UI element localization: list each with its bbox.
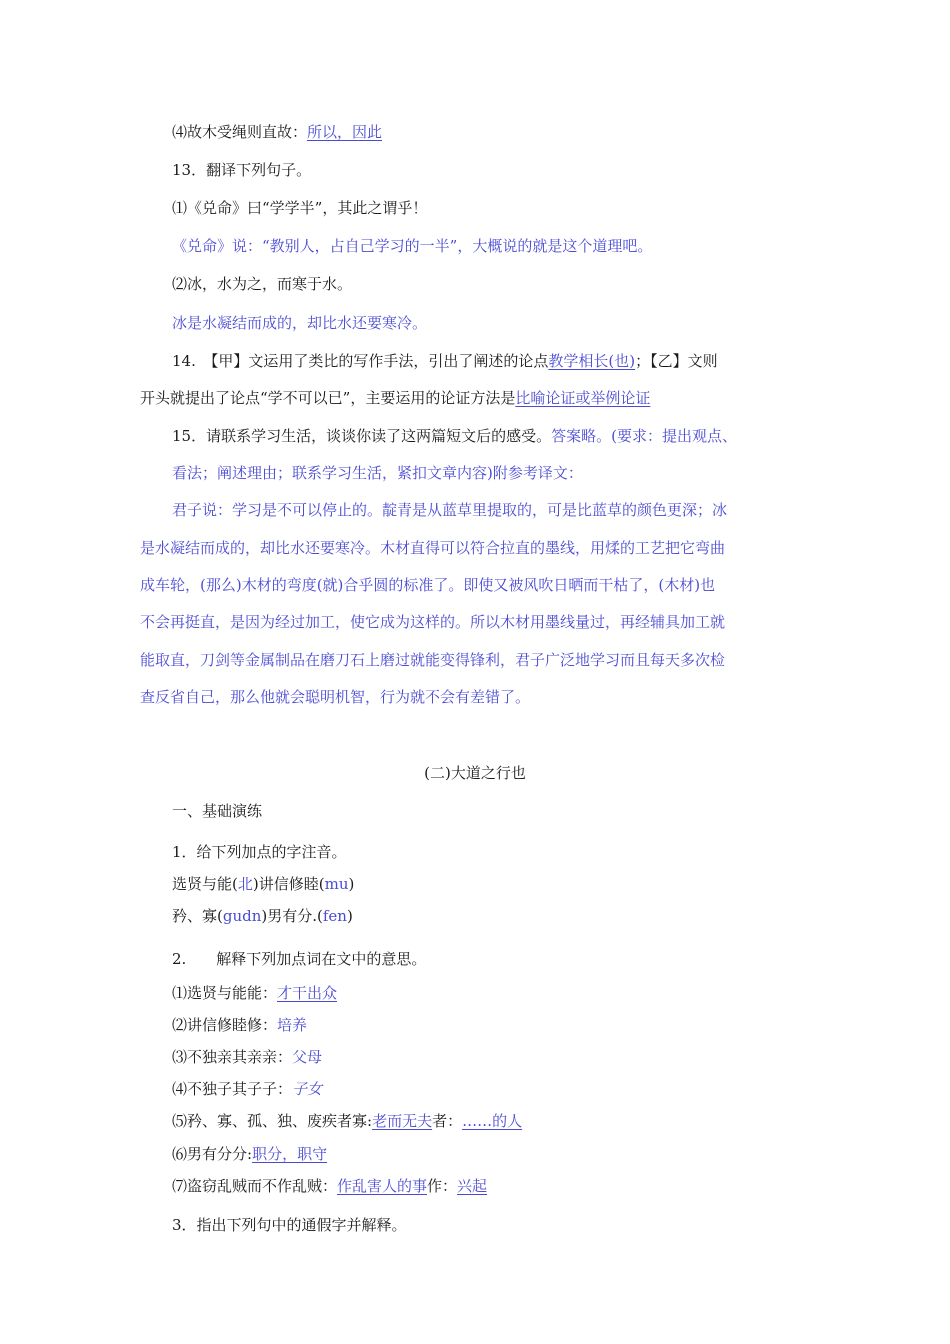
translation-line: 成车轮，(那么)木材的弯度(就)合乎圆的标准了。即使又被风吹日晒而干枯了，(木材)也 — [140, 576, 716, 594]
q1-answer: gudn — [222, 907, 262, 925]
q2-item-3 — [172, 1047, 322, 1067]
q2-label: ⑷不独子其子子： — [172, 1080, 293, 1098]
q12-4-label: ⑷故木受绳则直故： — [172, 123, 308, 141]
q15-text-a: 15．请联系学习生活，谈谈你读了这两篇短文后的感受。 — [172, 427, 552, 445]
q14-answer-1: 教学相长(也) — [548, 352, 636, 370]
translation-line: 是水凝结而成的，却比水还要寒冷。木材直得可以符合拉直的墨线，用煣的工艺把它弯曲 — [140, 539, 726, 557]
q3-title: 3．指出下列句中的通假字并解释。 — [172, 1216, 407, 1234]
q2-item-1 — [172, 983, 337, 1003]
translation-line: 查反省自己，那么他就会聪明机智，行为就不会有差错了。 — [140, 688, 531, 706]
q13-2-answer: 冰是水凝结而成的，却比水还要寒冷。 — [172, 314, 428, 332]
q2-label: ⑵讲信修睦修： — [172, 1016, 278, 1034]
q14-text-a: 14. 【甲】文运用了类比的写作手法，引出了阐述的论点 — [172, 352, 549, 370]
q12-4-answer: 所以，因此 — [307, 123, 383, 141]
q2-label: ⑸矜、寡、孤、独、废疾者寡: — [172, 1112, 373, 1130]
q14-text-c: 开头就提出了论点“学不可以已”，主要运用的论证方法是 — [140, 389, 516, 407]
section-title: (二)大道之行也 — [424, 764, 526, 782]
q2-answer: 培养 — [277, 1016, 308, 1034]
q2-item-4 — [172, 1079, 322, 1099]
q13-2-question: ⑵冰，水为之，而寒于水。 — [172, 275, 353, 293]
q2-answer: 父母 — [292, 1048, 323, 1066]
q2-label: ⑺盗窃乱贼而不作乱贼： — [172, 1177, 338, 1195]
q2-label: ⑴选贤与能能： — [172, 984, 278, 1002]
q1-line-1 — [172, 874, 354, 894]
translation-line: 不会再挺直，是因为经过加工，使它成为这样的。所以木材用墨线量过，再经辅具加工就 — [140, 613, 726, 631]
q15-line-1 — [172, 426, 737, 446]
q14-text-b: ；【乙】文则 — [635, 352, 718, 370]
q1-title: 1．给下列加点的字注音。 — [172, 843, 347, 861]
q1-line-2 — [172, 906, 353, 926]
q1-text: 选贤与能( — [172, 875, 238, 893]
translation-line: 能取直，刀剑等金属制品在磨刀石上磨过就能变得锋利，君子广泛地学习而且每天多次检 — [140, 651, 726, 669]
q2-item-2 — [172, 1015, 307, 1035]
q2-answer: 兴起 — [457, 1177, 488, 1195]
q2-label: 者： — [432, 1112, 463, 1130]
q1-text: ) — [346, 907, 353, 925]
q1-answer: 北 — [237, 875, 253, 893]
q14-line-1 — [172, 351, 718, 371]
q1-answer: fen — [322, 907, 347, 925]
q2-answer: 才干出众 — [277, 984, 338, 1002]
q1-answer: mu — [324, 875, 349, 893]
section-heading: 一、基础演练 — [172, 802, 263, 820]
q2-item-7 — [172, 1176, 487, 1196]
q13-1-question: ⑴《兑命》曰“学学半”，其此之谓乎！ — [172, 199, 428, 217]
q2-label: ⑶不独亲其亲亲： — [172, 1048, 293, 1066]
q2-label: ⑹男有分分: — [172, 1145, 253, 1163]
q2-answer: 作乱害人的事 — [337, 1177, 428, 1195]
q13-1-answer: 《兑命》说：“教别人，占自己学习的一半”，大概说的就是这个道理吧。 — [172, 237, 653, 255]
q14-line-2 — [140, 388, 650, 408]
q1-text: 矜、寡( — [172, 907, 223, 925]
q2-answer: 子女 — [292, 1080, 323, 1098]
q12-item-4 — [172, 122, 382, 142]
q1-text: ) — [348, 875, 355, 893]
q2-answer: ……的人 — [462, 1112, 523, 1130]
q15-line-2: 看法；阐述理由；联系学习生活，紧扣文章内容)附参考译文： — [172, 464, 583, 482]
q14-answer-2: 比喻论证或举例论证 — [515, 389, 651, 407]
q2-item-5 — [172, 1111, 522, 1131]
q2-answer: 职分，职守 — [252, 1145, 328, 1163]
q15-answer: 答案略。(要求：提出观点、 — [551, 427, 737, 445]
q1-text: )讲信修睦( — [252, 875, 325, 893]
q2-answer: 老而无夫 — [372, 1112, 433, 1130]
q1-text: )男有分.( — [261, 907, 323, 925]
q13-title: 13．翻译下列句子。 — [172, 161, 312, 179]
translation-line: 君子说：学习是不可以停止的。靛青是从蓝草里提取的，可是比蓝草的颜色更深；冰 — [172, 501, 728, 519]
q2-item-6 — [172, 1144, 327, 1164]
q2-title: 2. 解释下列加点词在文中的意思。 — [172, 950, 427, 968]
q2-label: 作： — [427, 1177, 458, 1195]
